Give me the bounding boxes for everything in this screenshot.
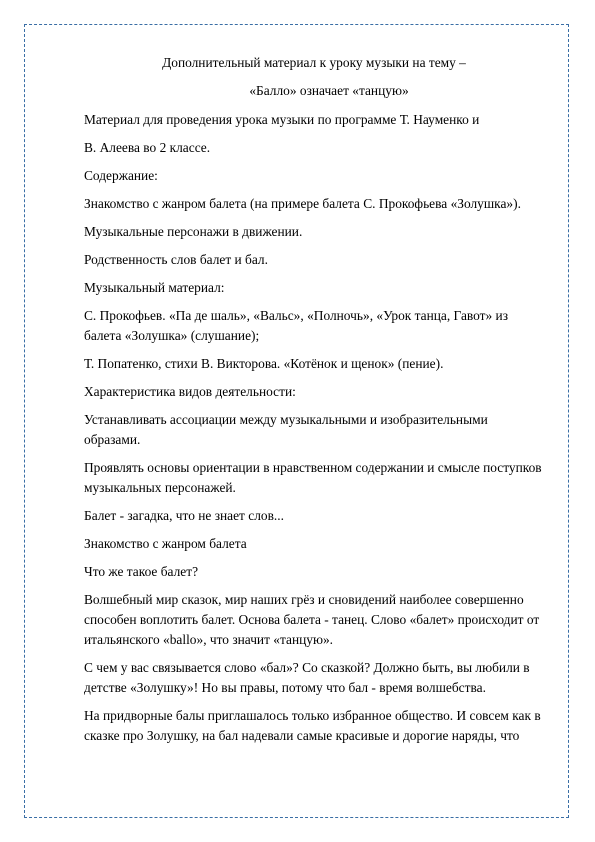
paragraph-orientation: Проявлять основы ориентации в нравственном содержании и смысле поступков музыкальных персонажей.: [84, 460, 542, 495]
paragraph-ballet-genre: Знакомство с жанром балета (на примере балета С. Прокофьева «Золушка»).: [84, 196, 521, 211]
document-title: Дополнительный материал к уроку музыки на тему –: [162, 55, 466, 70]
paragraph-ballet-ball: Родственность слов балет и бал.: [84, 252, 268, 267]
heading-music-material: Музыкальный материал:: [84, 280, 225, 295]
paragraph-characters-motion: Музыкальные персонажи в движении.: [84, 224, 303, 239]
heading-activities: Характеристика видов деятельности:: [84, 384, 296, 399]
paragraph-ball-word: С чем у вас связывается слово «бал»? Со сказкой? Должно быть, вы любили в детстве «Золушку»! Но вы правы, потому что бал - время волшебства.: [84, 660, 530, 695]
paragraph-court-balls: На придворные балы приглашалось только избранное общество. И совсем как в сказке про Золушку, на бал надевали самые красивые и дорогие наряды, что: [84, 708, 541, 743]
document-body: [84, 50, 544, 746]
paragraph-associations: Устанавливать ассоциации между музыкальными и изобразительными образами.: [84, 412, 488, 447]
document-subtitle: «Балло» означает «танцую»: [249, 83, 409, 98]
paragraph-grade: В. Алеева во 2 классе.: [84, 140, 211, 155]
paragraph-program-intro: Материал для проведения урока музыки по программе Т. Науменко и: [84, 112, 480, 127]
paragraph-popatenko: Т. Попатенко, стихи В. Викторова. «Котёнок и щенок» (пение).: [84, 356, 444, 371]
paragraph-prokofiev: С. Прокофьев. «Па де шаль», «Вальс», «Полночь», «Урок танца, Гавот» из балета «Золушка» (слушание);: [84, 308, 509, 343]
paragraph-question: Что же такое балет?: [84, 564, 199, 579]
paragraph-riddle: Балет - загадка, что не знает слов...: [84, 508, 284, 523]
heading-contents: Содержание:: [84, 168, 158, 183]
paragraph-magic-world: Волшебный мир сказок, мир наших грёз и сновидений наиболее совершенно способен воплотить балет. Основа балета - танец. Слово «балет» происходит от итальянского «ballo», что значит «танцую».: [84, 592, 540, 647]
heading-ballet-intro: Знакомство с жанром балета: [84, 536, 247, 551]
